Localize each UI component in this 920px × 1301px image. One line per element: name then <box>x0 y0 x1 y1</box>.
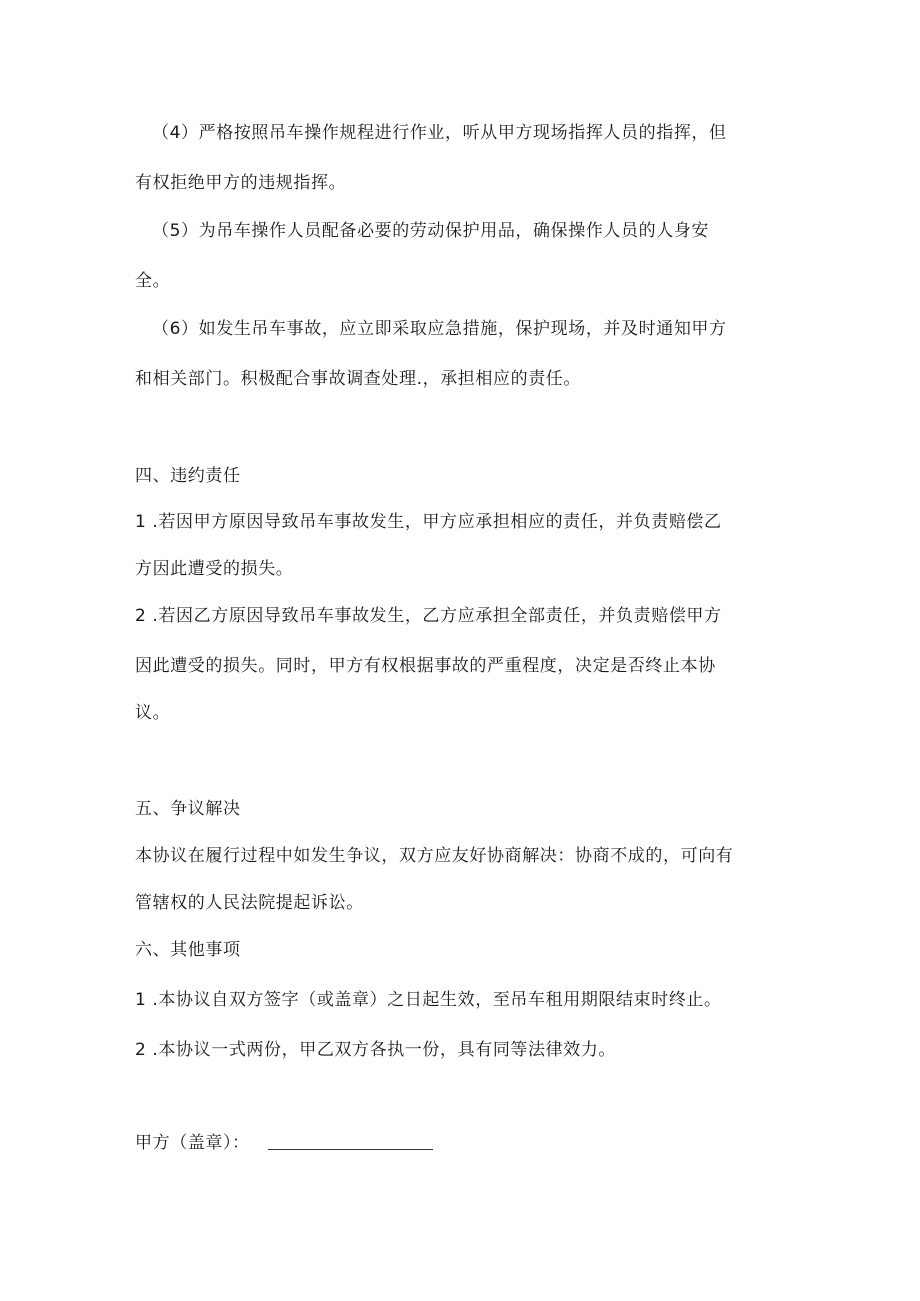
item-4-line-1: （4）严格按照吊车操作规程进行作业，听从甲方现场指挥人员的指挥，但 <box>152 123 727 143</box>
section-6-item-1: 1 .本协议自双方签字（或盖章）之日起生效，至吊车租用期限结束时终止。 <box>135 990 722 1010</box>
section-4-item-2-line-3: 议。 <box>135 703 171 723</box>
section-5-line-1: 本协议在履行过程中如发生争议，双方应友好协商解决：协商不成的，可向有 <box>135 846 734 866</box>
section-5-heading: 五、争议解决 <box>135 799 241 819</box>
section-5-line-2: 管辖权的人民法院提起诉讼。 <box>135 893 364 913</box>
section-6-item-2: 2 .本协议一式两份，甲乙双方各执一份，具有同等法律效力。 <box>135 1040 617 1060</box>
section-4-item-2-line-2: 因此遭受的损失。同时，甲方有权根据事故的严重程度，决定是否终止本协 <box>135 656 716 676</box>
party-a-seal-label: 甲方（盖章）： <box>135 1133 250 1153</box>
item-5-line-1: （5）为吊车操作人员配备必要的劳动保护用品，确保操作人员的人身安 <box>152 221 710 241</box>
item-4-line-2: 有权拒绝甲方的违规指挥。 <box>135 173 347 193</box>
party-a-signature-line <box>268 1149 433 1150</box>
section-4-heading: 四、违约责任 <box>135 466 241 486</box>
section-4-item-2-line-1: 2 .若因乙方原因导致吊车事故发生，乙方应承担全部责任，并负责赔偿甲方 <box>135 606 722 626</box>
section-4-item-1-line-1: 1 .若因甲方原因导致吊车事故发生，甲方应承担相应的责任，并负责赔偿乙 <box>135 512 722 532</box>
item-6-line-2: 和相关部门。积极配合事故调查处理.，承担相应的责任。 <box>135 369 582 389</box>
item-5-line-2: 全。 <box>135 271 171 291</box>
section-6-heading: 六、其他事项 <box>135 940 241 960</box>
item-6-line-1: （6）如发生吊车事故，应立即采取应急措施，保护现场，并及时通知甲方 <box>152 319 727 339</box>
section-4-item-1-line-2: 方因此遭受的损失。 <box>135 559 294 579</box>
